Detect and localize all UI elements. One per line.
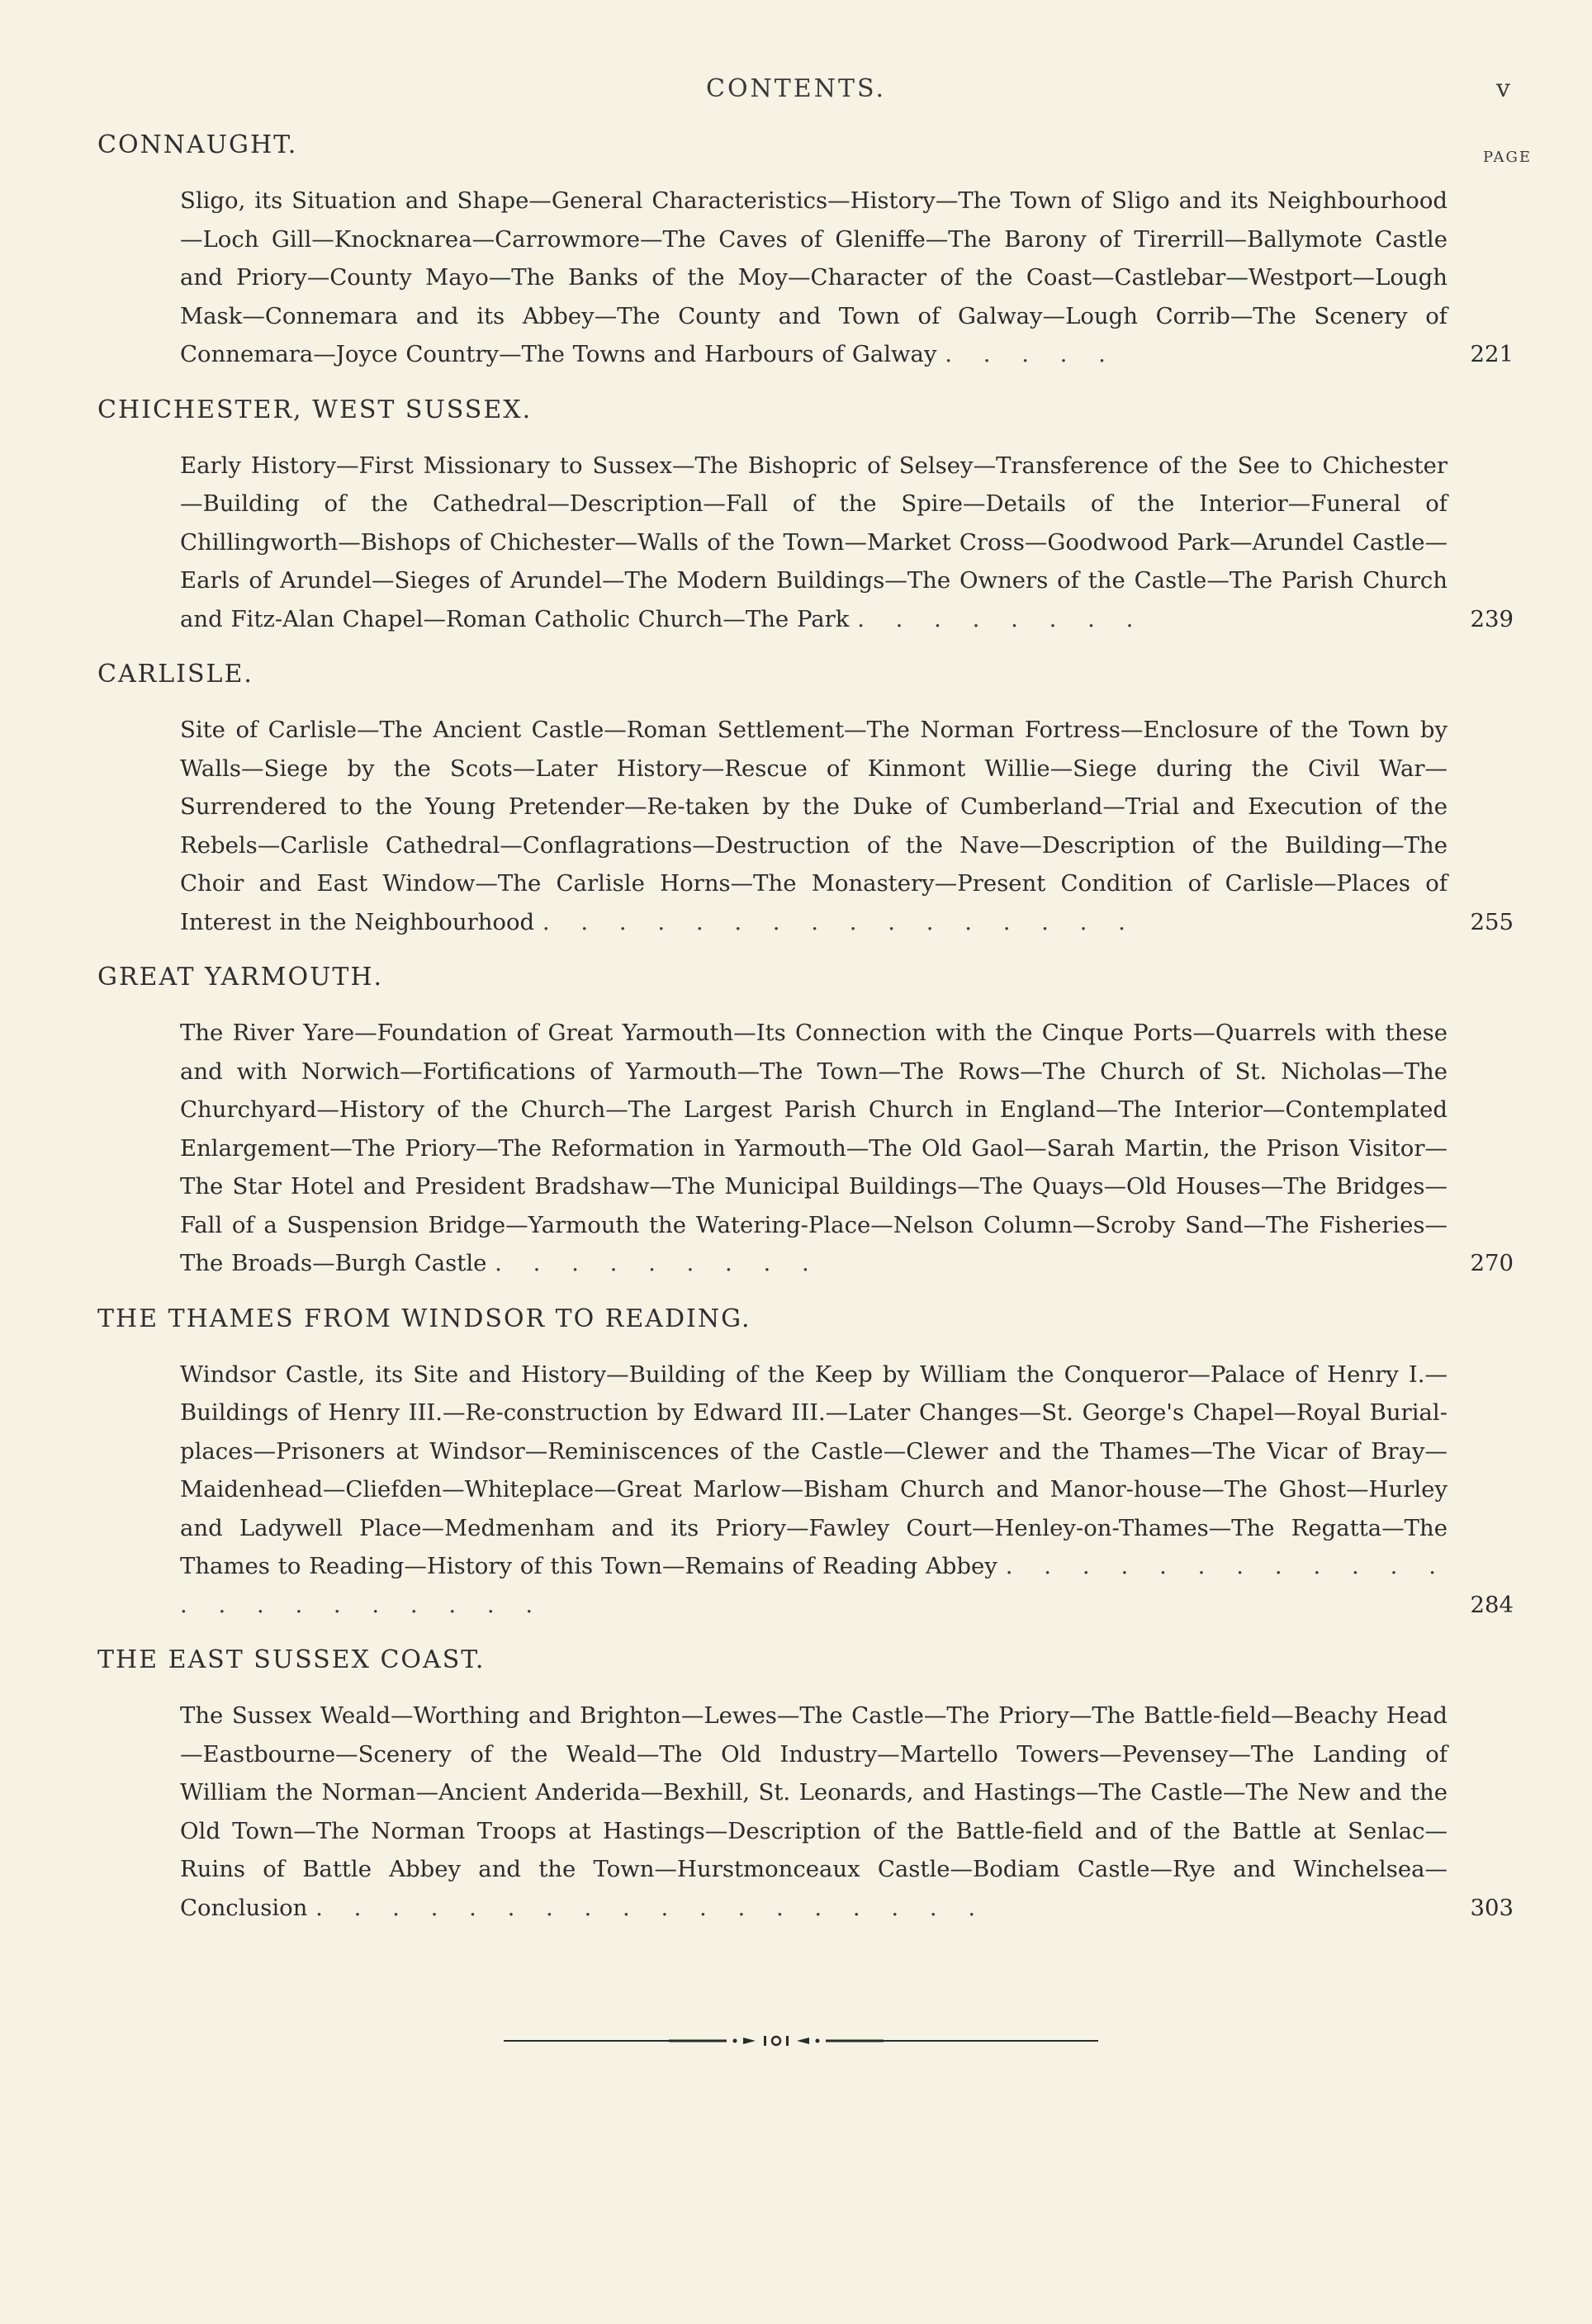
running-title: CONTENTS.: [706, 74, 886, 103]
section-description: [180, 1697, 1514, 1927]
contents-section-chichester: [97, 395, 1530, 639]
section-heading: CARLISLE.: [97, 660, 253, 689]
contents-section-connaught: [97, 130, 1530, 374]
section-page-number: 284: [1470, 1591, 1514, 1618]
section-description: [180, 711, 1514, 941]
section-description: [180, 182, 1514, 374]
dot-leaders: . . . . . . . .: [857, 605, 1145, 632]
section-text: The Sussex Weald—Worthing and Brighton—Lewes—The Castle—The Priory—The Battle-field—Beachy Head—Eastbourne—Scenery of the Weald—The Old Industry—Martello Towers—Pevensey—The Landing of William the Norman—Ancient Anderida—Bexhill, St. Leonards, and Hastings—The Castle—The New and the Old Town—The Norman Troops at Hastings—Description of the Battle-field and of the Battle at Senlac—Ruins of Battle Abbey and the Town—Hurstmonceaux Castle—Bodiam Castle—Rye and Winchelsea—Conclusion: [180, 1702, 1447, 1921]
section-heading: GREAT YARMOUTH.: [97, 963, 384, 992]
contents-section-carlisle: [97, 660, 1530, 941]
section-page-number: 255: [1470, 908, 1514, 935]
section-text: The River Yare—Foundation of Great Yarmouth—Its Connection with the Cinque Ports—Quarrels with these and with Norwich—Fortifications of Yarmouth—The Town—The Rows—The Church of St. Nicholas—The Churchyard—History of the Church—The Largest Parish Church in England—The Interior—Contemplated Enlargement—The Priory—The Reformation in Yarmouth—The Old Gaol—Sarah Martin, the Prison Visitor—The Star Hotel and President Bradshaw—The Municipal Buildings—The Quays—Old Houses—The Bridges—Fall of a Suspension Bridge—Yarmouth the Watering-Place—Nelson Column—Scroby Sand—The Fisheries—The Broads—Burgh Castle: [180, 1020, 1447, 1276]
section-text: Windsor Castle, its Site and History—Building of the Keep by William the Conqueror—Palace of Henry I.—Buildings of Henry III.—Re-construction by Edward III.—Later Changes—St. George's Chapel—Royal Burial-places—Prisoners at Windsor—Reminiscences of the Castle—Clewer and the Thames—The Vicar of Bray—Maidenhead—Cliefden—Whiteplace—Great Marlow—Bisham Church and Manor-house—The Ghost—Hurley and Ladywell Place—Medmenham and its Priory—Fawley Court—Henley-on-Thames—The Regatta—The Thames to Reading—History of this Town—Remains of Reading Abbey: [180, 1361, 1447, 1579]
section-heading: THE EAST SUSSEX COAST.: [97, 1645, 486, 1674]
dot-leaders: . . . . .: [945, 341, 1117, 367]
contents-section-thames: [97, 1304, 1530, 1625]
section-heading: THE THAMES FROM WINDSOR TO READING.: [97, 1304, 751, 1333]
section-page-number: 270: [1470, 1250, 1514, 1276]
contents-section-great-yarmouth: [97, 963, 1530, 1283]
section-heading: CONNAUGHT.: [97, 130, 298, 159]
section-text: Site of Carlisle—The Ancient Castle—Roman Settlement—The Norman Fortress—Enclosure of the Town by Walls—Siege by the Scots—Later History—Rescue of Kinmont Willie—Siege during the Civil War—Surrendered to the Young Pretender—Re-taken by the Duke of Cumberland—Trial and Execution of the Rebels—Carlisle Cathedral—Conflagrations—Destruction of the Nave—Description of the Building—The Choir and East Window—The Carlisle Horns—The Monastery—Present Condition of Carlisle—Places of Interest in the Neighbourhood: [180, 717, 1447, 935]
contents-list: [97, 130, 1530, 1948]
section-heading: CHICHESTER, WEST SUSSEX.: [97, 395, 533, 424]
contents-section-east-sussex: [97, 1645, 1530, 1927]
section-description: [180, 447, 1514, 639]
section-text: Early History—First Missionary to Sussex—The Bishopric of Selsey—Transference of the See to Chichester—Building of the Cathedral—Description—Fall of the Spire—Details of the Interior—Funeral of Chillingworth—Bishops of Chichester—Walls of the Town—Market Cross—Goodwood Park—Arundel Castle—Earls of Arundel—Sieges of Arundel—The Modern Buildings—The Owners of the Castle—The Parish Church and Fitz-Alan Chapel—Roman Catholic Church—The Park: [180, 452, 1447, 632]
dot-leaders: . . . . . . . . .: [495, 1250, 821, 1276]
dot-leaders: . . . . . . . . . . . . . . . .: [542, 908, 1137, 935]
ornament-divider-icon: [504, 2031, 1098, 2051]
section-description: [180, 1356, 1514, 1625]
section-page-number: 221: [1470, 341, 1514, 367]
section-page-number: 239: [1470, 605, 1514, 632]
dot-leaders: . . . . . . . . . . . . . . . . . .: [315, 1894, 988, 1921]
page-number: v: [1496, 74, 1510, 103]
section-text: Sligo, its Situation and Shape—General Characteristics—History—The Town of Sligo and its Neighbourhood—Loch Gill—Knocknarea—Carrowmore—The Caves of Gleniffe—The Barony of Tirerrill—Ballymote Castle and Priory—County Mayo—The Banks of the Moy—Character of the Coast—Castlebar—Westport—Lough Mask—Connemara and its Abbey—The County and Town of Galway—Lough Corrib—The Scenery of Connemara—Joyce Country—The Towns and Harbours of Galway: [180, 187, 1447, 367]
page-column-label: PAGE: [1483, 149, 1532, 166]
dot-leaders: . . . . . . . . . . . . . . . . . . . . . .: [180, 1553, 1447, 1618]
section-description: [180, 1014, 1514, 1283]
section-page-number: 303: [1470, 1894, 1514, 1921]
